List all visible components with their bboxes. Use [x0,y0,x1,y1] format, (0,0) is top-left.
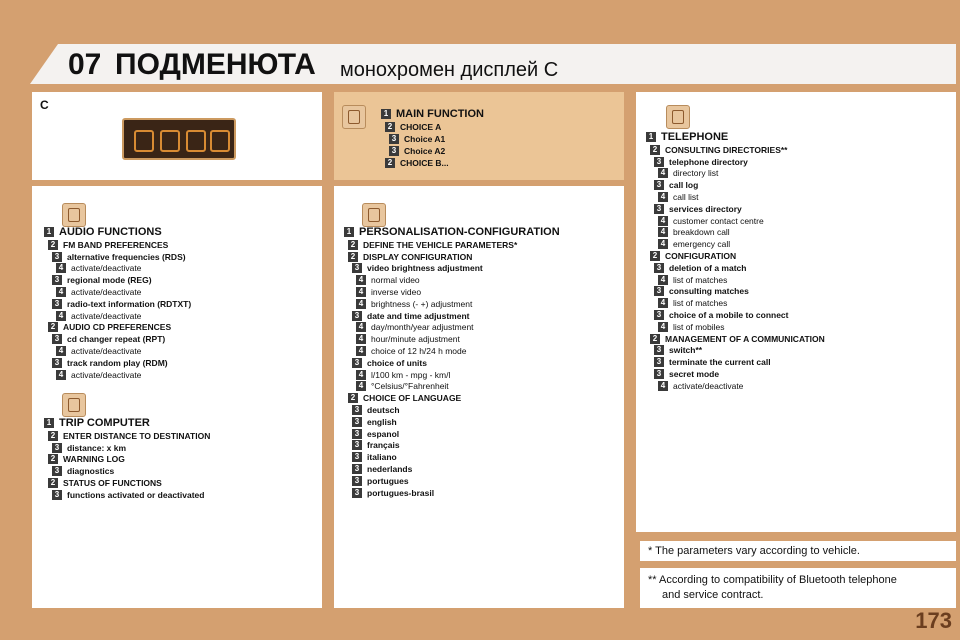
level-badge: 2 [48,454,58,464]
menu-item-label: l/100 km - mpg - km/l [371,369,451,380]
level-badge: 3 [52,358,62,368]
level-badge: 4 [356,346,366,356]
menu-item-level-1 [381,108,484,120]
menu-item-level-4 [56,370,141,380]
menu-item-level-4 [56,346,141,356]
level-badge: 1 [381,109,391,119]
menu-item-label: track random play (RDM) [67,357,168,368]
menu-item-label: switch** [669,345,703,356]
menu-item-level-4 [658,192,699,202]
level-badge: 4 [356,275,366,285]
menu-item-label: activate/deactivate [71,369,142,380]
menu-item-label: CHOICE OF LANGUAGE [363,393,462,404]
menu-item-label: call log [669,180,699,191]
footnote-1-text: * The parameters vary according to vehicle. [648,545,860,557]
menu-item-label: diagnostics [67,466,115,477]
level-badge: 4 [56,287,66,297]
menu-item-level-4 [356,370,450,380]
menu-item-level-4 [56,263,141,273]
lcd-settings-icon [186,130,206,152]
menu-item-label: consulting matches [669,286,749,297]
menu-item-level-3 [654,204,742,214]
level-badge: 2 [348,252,358,262]
level-badge: 3 [352,358,362,368]
menu-item-label: CHOICE A [400,122,442,132]
level-badge: 4 [356,381,366,391]
menu-item-label: video brightness adjustment [367,263,483,274]
level-badge: 4 [356,334,366,344]
level-badge: 3 [654,357,664,367]
menu-item-level-2 [348,393,461,403]
lcd-audio-icon [134,130,154,152]
menu-item-level-3 [654,263,746,273]
menu-item-level-3 [654,357,771,367]
level-badge: 2 [348,240,358,250]
menu-item-label: breakdown call [673,227,730,238]
menu-item-label: MAIN FUNCTION [396,108,484,120]
level-badge: 2 [385,122,395,132]
menu-item-level-1 [344,226,560,238]
level-badge: 3 [352,440,362,450]
menu-item-label: activate/deactivate [71,310,142,321]
menu-item-label: hour/minute adjustment [371,334,460,345]
level-badge: 3 [352,405,362,415]
page-subtitle: монохромен дисплей С [340,59,559,81]
menu-item-label: deutsch [367,405,400,415]
menu-item-level-3 [52,358,168,368]
lcd-telephone-icon [210,130,230,152]
level-badge: 1 [44,418,54,428]
menu-item-label: english [367,416,397,427]
menu-item-label: services directory [669,203,742,214]
menu-item-level-3 [654,157,748,167]
menu-item-level-3 [52,252,186,262]
menu-item-label: date and time adjustment [367,310,470,321]
menu-item-label: portugues-brasil [367,487,435,498]
menu-item-level-3 [52,299,191,309]
menu-item-label: choice of units [367,357,427,368]
level-badge: 2 [48,431,58,441]
level-badge: 2 [48,478,58,488]
menu-item-label: portugues [367,475,409,486]
menu-item-level-2 [48,322,171,332]
level-badge: 2 [650,334,660,344]
level-badge: 4 [56,311,66,321]
menu-item-level-4 [56,287,141,297]
level-badge: 4 [356,299,366,309]
menu-item-label: regional mode (REG) [67,275,152,286]
menu-item-level-3 [654,310,789,320]
menu-item-level-3 [352,488,434,498]
level-badge: 3 [352,488,362,498]
menu-item-level-1 [44,226,162,238]
level-badge: 3 [52,252,62,262]
menu-item-label: AUDIO FUNCTIONS [59,226,162,238]
menu-item-level-2 [48,240,168,250]
level-badge: 4 [356,287,366,297]
level-badge: 4 [56,263,66,273]
level-badge: 1 [344,227,354,237]
level-badge: 2 [48,322,58,332]
menu-item-level-1 [646,131,728,143]
menu-item-label: telephone directory [669,156,748,167]
menu-item-level-3 [52,490,204,500]
menu-item-label: Choice A1 [404,134,446,144]
menu-item-level-3 [52,443,126,453]
level-badge: 4 [658,168,668,178]
menu-item-label: terminate the current call [669,357,771,368]
menu-item-label: list of mobiles [673,321,725,332]
menu-item-label: emergency call [673,239,731,250]
menu-item-level-3 [52,334,165,344]
level-badge: 3 [352,429,362,439]
display-label: C [40,98,49,112]
menu-item-level-4 [356,334,460,344]
menu-item-label: list of matches [673,274,728,285]
menu-item-level-3 [654,180,698,190]
level-badge: 3 [352,452,362,462]
menu-item-label: day/month/year adjustment [371,322,474,333]
level-badge: 1 [646,132,656,142]
level-badge: 3 [352,476,362,486]
mobile-phone-icon [672,110,684,124]
level-badge: 3 [654,286,664,296]
level-badge: 3 [352,311,362,321]
menu-item-level-4 [356,287,421,297]
level-badge: 3 [352,263,362,273]
level-badge: 3 [389,134,399,144]
level-badge: 4 [658,275,668,285]
level-badge: 3 [654,345,664,355]
menu-item-label: Choice A2 [404,146,446,156]
level-badge: 2 [650,145,660,155]
menu-item-level-1 [44,417,150,429]
menu-item-label: list of matches [673,298,728,309]
level-badge: 4 [658,216,668,226]
menu-item-level-3 [52,466,114,476]
main-function-panel [334,92,624,180]
menu-item-label: inverse video [371,287,422,297]
level-badge: 4 [658,227,668,237]
menu-item-level-3 [352,452,397,462]
footnote-bluetooth [640,568,956,608]
menu-item-level-3 [389,134,445,144]
menu-item-label: activate/deactivate [673,380,744,391]
telephone-icon [666,105,690,129]
level-badge: 3 [52,443,62,453]
menu-item-label: DISPLAY CONFIGURATION [363,251,473,262]
menu-item-level-3 [52,275,152,285]
menu-item-label: espanol [367,428,400,439]
menu-item-level-2 [48,431,210,441]
menu-item-level-3 [654,286,749,296]
menu-item-level-3 [352,429,399,439]
menu-item-label: choice of a mobile to connect [669,310,789,320]
level-badge: 3 [352,464,362,474]
fuel-pump-icon [68,398,80,412]
menu-item-level-2 [650,251,736,261]
monochrome-display-c [122,118,236,160]
level-badge: 2 [348,393,358,403]
menu-item-label: CONFIGURATION [665,251,737,261]
menu-item-label: choice of 12 h/24 h mode [371,346,467,356]
page-number: 173 [915,608,952,633]
personalisation-icon [362,203,386,227]
menu-item-label: TRIP COMPUTER [59,417,150,429]
main-function-icon [342,105,366,129]
menu-item-label: STATUS OF FUNCTIONS [63,478,162,488]
sun-icon [348,110,360,124]
menu-item-label: normal video [371,275,420,286]
level-badge: 4 [658,298,668,308]
menu-item-level-4 [356,381,449,391]
menu-item-label: WARNING LOG [63,454,125,465]
menu-item-level-4 [356,346,466,356]
menu-item-label: brightness (- +) adjustment [371,298,473,309]
menu-item-level-2 [650,145,787,155]
level-badge: 3 [654,310,664,320]
menu-item-level-3 [352,263,483,273]
menu-item-label: CONSULTING DIRECTORIES** [665,144,788,155]
menu-item-label: distance: x km [67,442,127,453]
menu-item-level-3 [352,405,400,415]
chapter-number: 07 [68,48,102,81]
level-badge: 4 [356,370,366,380]
menu-item-label: MANAGEMENT OF A COMMUNICATION [665,333,825,344]
level-badge: 1 [44,227,54,237]
menu-item-level-4 [356,299,472,309]
menu-item-level-4 [658,168,718,178]
menu-item-level-3 [352,311,470,321]
menu-item-level-2 [385,158,449,168]
page-title: ПОДМЕНЮТА [115,48,316,81]
menu-item-label: italiano [367,452,397,463]
menu-item-label: functions activated or deactivated [67,489,205,500]
menu-item-label: call list [673,192,699,202]
menu-item-level-2 [48,454,125,464]
level-badge: 4 [658,381,668,391]
menu-item-level-4 [658,227,730,237]
level-badge: 2 [385,158,395,168]
level-badge: 3 [52,275,62,285]
menu-item-level-2 [48,478,162,488]
menu-item-level-3 [352,358,427,368]
lcd-trip-icon [160,130,180,152]
menu-item-level-2 [348,240,517,250]
menu-item-label: TELEPHONE [661,131,729,143]
level-badge: 4 [56,370,66,380]
footnote-2-line2: and service contract. [662,589,764,601]
menu-item-label: activate/deactivate [71,287,142,297]
level-badge: 3 [654,180,664,190]
wrench-icon [368,208,380,222]
menu-item-label: nederlands [367,464,413,474]
menu-item-label: activate/deactivate [71,263,142,274]
level-badge: 3 [52,334,62,344]
menu-item-label: activate/deactivate [71,346,142,356]
menu-item-label: °Celsius/°Fahrenheit [371,381,449,392]
menu-item-level-3 [352,417,397,427]
menu-item-level-3 [654,369,719,379]
menu-item-level-3 [352,476,409,486]
menu-item-level-4 [658,381,743,391]
level-badge: 3 [654,263,664,273]
level-badge: 3 [654,157,664,167]
menu-item-level-4 [658,275,727,285]
menu-item-label: directory list [673,168,719,179]
menu-item-level-4 [658,216,764,226]
level-badge: 4 [658,192,668,202]
menu-item-level-2 [348,252,472,262]
menu-item-label: PERSONALISATION-CONFIGURATION [359,226,560,238]
menu-item-level-4 [56,311,141,321]
menu-item-label: customer contact centre [673,215,764,226]
menu-item-label: cd changer repeat (RPT) [67,334,166,345]
footnote-2-line1: ** According to compatibility of Bluetooth telephone [648,574,897,586]
level-badge: 4 [356,322,366,332]
menu-item-level-4 [356,275,420,285]
menu-item-level-2 [385,122,441,132]
menu-item-level-3 [352,440,400,450]
menu-item-label: ENTER DISTANCE TO DESTINATION [63,430,211,441]
menu-item-level-4 [356,322,474,332]
trip-computer-icon [62,393,86,417]
level-badge: 3 [52,490,62,500]
menu-item-level-2 [650,334,825,344]
menu-item-level-3 [352,464,412,474]
menu-item-level-4 [658,298,727,308]
menu-item-label: alternative frequencies (RDS) [67,251,186,262]
level-badge: 4 [56,346,66,356]
menu-item-label: secret mode [669,369,720,379]
menu-item-label: AUDIO CD PREFERENCES [63,322,172,333]
music-note-icon [68,208,80,222]
footnote-parameters [640,541,956,561]
menu-item-label: CHOICE B... [400,158,449,168]
menu-item-level-4 [658,322,725,332]
level-badge: 4 [658,322,668,332]
menu-item-label: deletion of a match [669,262,747,273]
level-badge: 2 [650,251,660,261]
menu-item-label: DEFINE THE VEHICLE PARAMETERS* [363,239,518,250]
menu-item-level-3 [389,146,445,156]
level-badge: 3 [654,369,664,379]
level-badge: 4 [658,239,668,249]
audio-icon [62,203,86,227]
level-badge: 3 [389,146,399,156]
menu-item-label: radio-text information (RDTXT) [67,298,192,309]
menu-item-label: français [367,440,400,451]
menu-item-label: FM BAND PREFERENCES [63,239,169,250]
level-badge: 3 [352,417,362,427]
level-badge: 3 [52,466,62,476]
menu-item-level-4 [658,239,730,249]
level-badge: 2 [48,240,58,250]
level-badge: 3 [52,299,62,309]
menu-item-level-3 [654,345,702,355]
level-badge: 3 [654,204,664,214]
